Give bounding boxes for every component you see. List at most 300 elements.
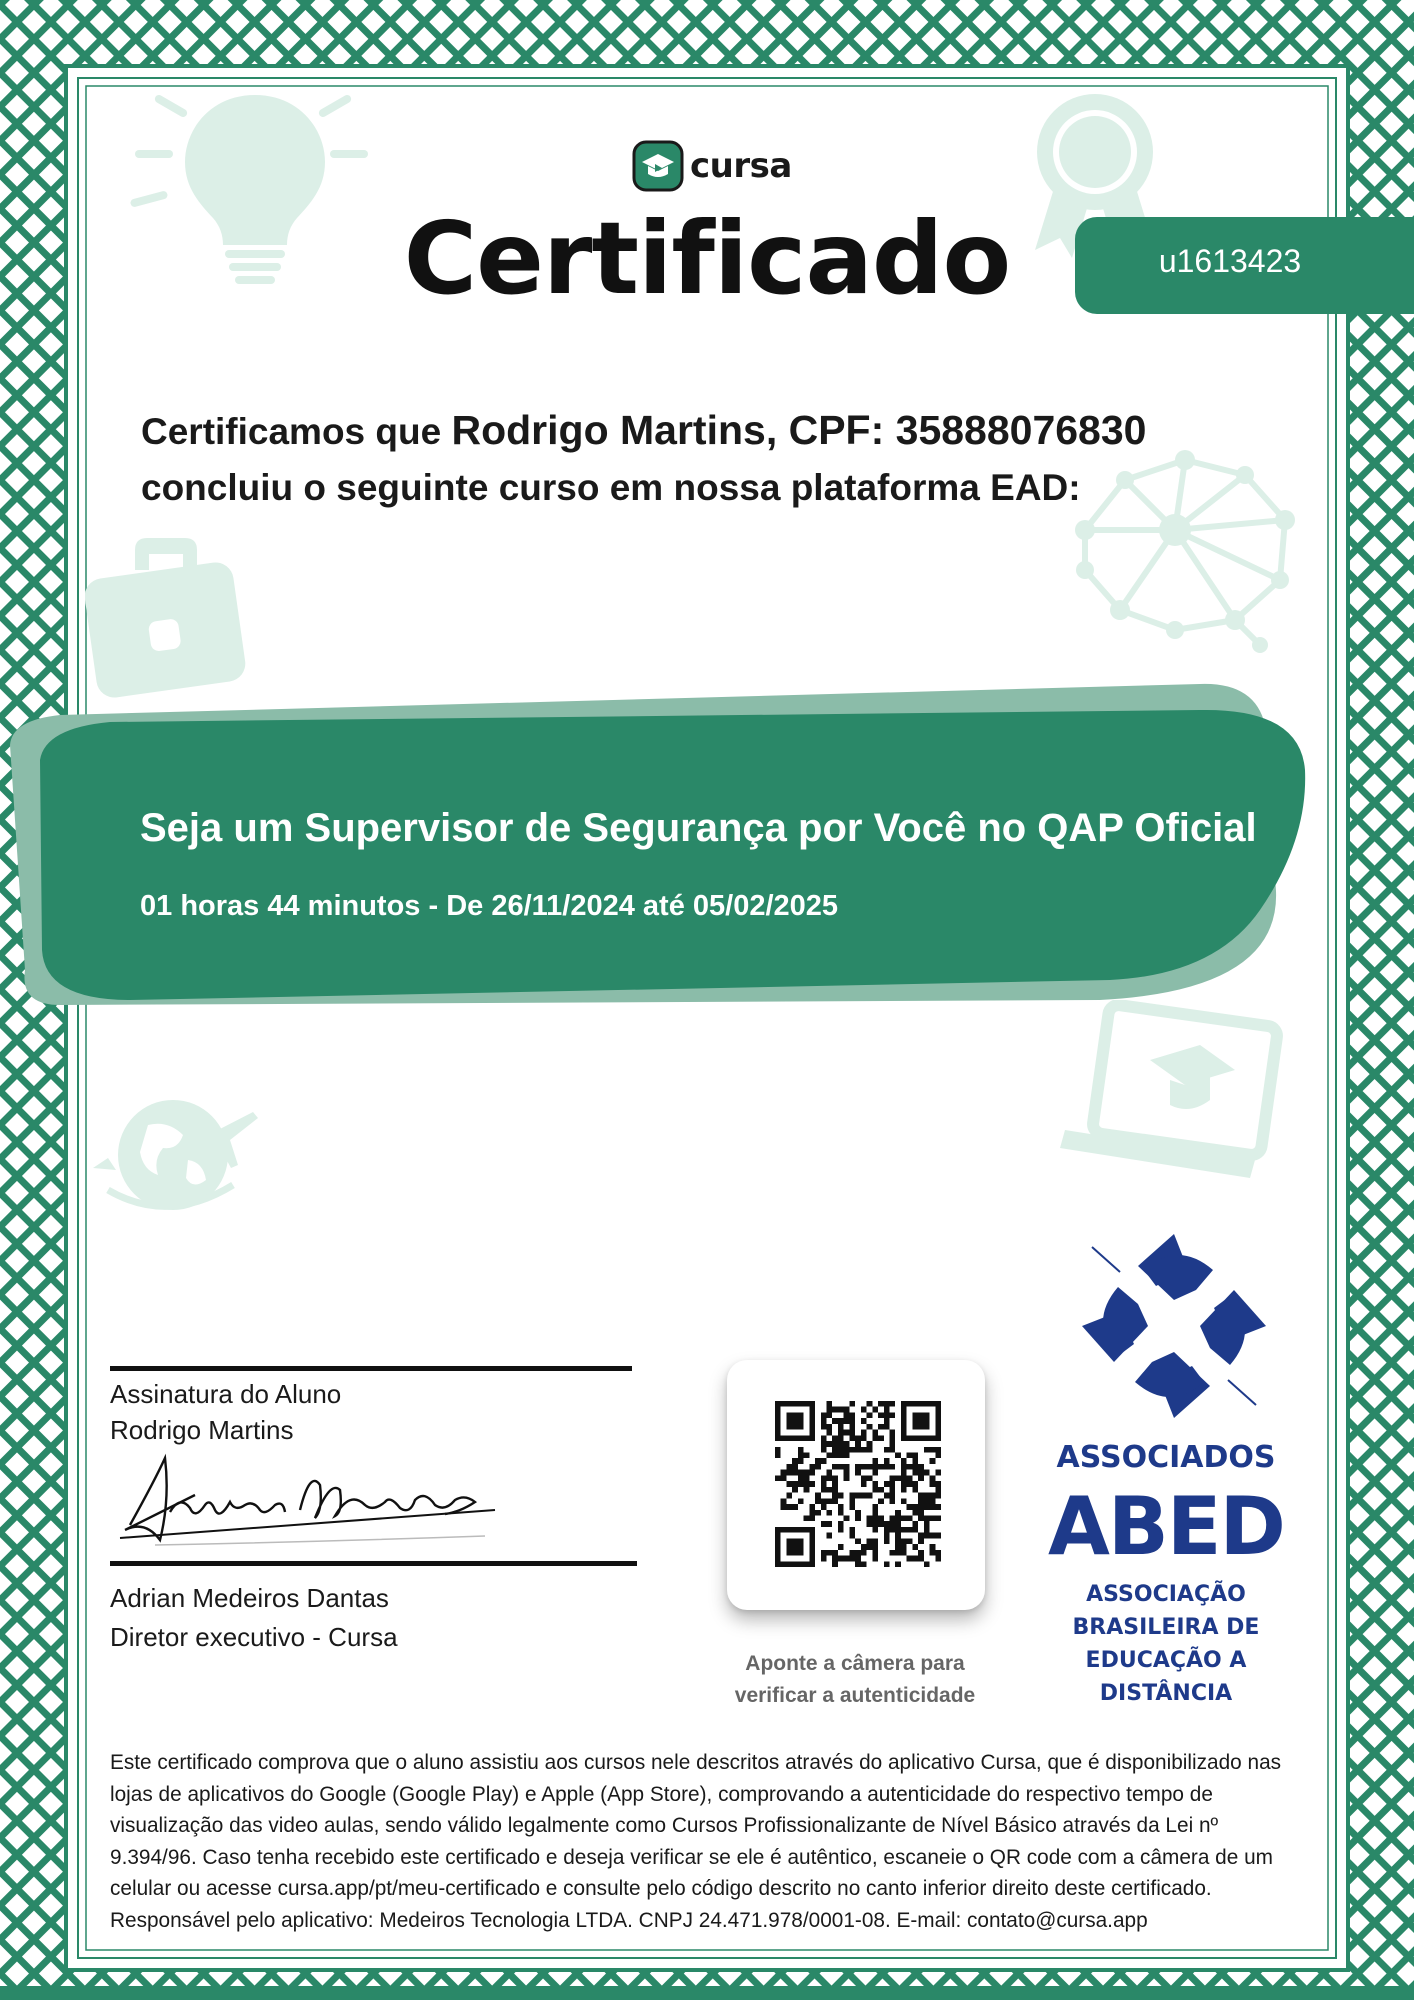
qr-module bbox=[786, 1470, 792, 1476]
qr-module bbox=[861, 1475, 867, 1481]
qr-module bbox=[844, 1556, 850, 1562]
qr-module bbox=[935, 1504, 941, 1510]
qr-module bbox=[924, 1521, 930, 1527]
legal-notice bbox=[110, 1747, 1305, 1936]
legal-text: Este certificado comprova que o aluno assistiu aos cursos nele descritos através do aplicativo Cursa, que é disponibilizado nas lojas de aplicativos do Google (Google Play) e Apple (App Store), comprovando a autenticidade do respectivo tempo de visualização das video aulas, sendo válido legalmente como Cursos Profissionalizante de Nível Básico através da Lei nº 9.394/96. Caso tenha recebido este certificado e deseja verificar se ele é autêntico, escaneie o QR code com a câmera de um celular ou acesse cursa.app/pt/meu-certificado e consulte pelo código descrito no canto inferior direito deste certificado. bbox=[110, 1751, 1282, 1900]
qr-module bbox=[827, 1475, 833, 1481]
qr-module bbox=[901, 1527, 907, 1533]
qr-module bbox=[935, 1487, 941, 1493]
qr-module bbox=[895, 1453, 901, 1459]
qr-module bbox=[827, 1550, 833, 1556]
qr-module bbox=[832, 1453, 838, 1459]
qr-module bbox=[809, 1515, 815, 1521]
qr-module bbox=[844, 1412, 850, 1418]
qr-module bbox=[827, 1430, 833, 1436]
qr-module bbox=[855, 1493, 861, 1499]
qr-module bbox=[907, 1464, 913, 1470]
qr-module bbox=[792, 1487, 798, 1493]
qr-module bbox=[821, 1447, 827, 1453]
qr-module bbox=[930, 1493, 936, 1499]
qr-module bbox=[809, 1538, 815, 1544]
qr-module bbox=[867, 1464, 873, 1470]
student-signature-label: Assinatura do Aluno bbox=[110, 1379, 342, 1409]
qr-module bbox=[838, 1424, 844, 1430]
qr-module bbox=[798, 1418, 804, 1424]
qr-module bbox=[861, 1550, 867, 1556]
qr-module bbox=[895, 1521, 901, 1527]
qr-module bbox=[809, 1418, 815, 1424]
qr-module bbox=[781, 1401, 787, 1407]
qr-module bbox=[867, 1544, 873, 1550]
qr-module bbox=[912, 1544, 918, 1550]
qr-module bbox=[838, 1556, 844, 1562]
qr-module bbox=[901, 1435, 907, 1441]
qr-module bbox=[889, 1435, 895, 1441]
qr-module bbox=[798, 1538, 804, 1544]
qr-module bbox=[861, 1447, 867, 1453]
qr-module bbox=[827, 1533, 833, 1539]
qr-module bbox=[804, 1475, 810, 1481]
qr-module bbox=[867, 1424, 873, 1430]
qr-module bbox=[912, 1418, 918, 1424]
qr-module bbox=[821, 1498, 827, 1504]
qr-module bbox=[815, 1458, 821, 1464]
qr-module bbox=[838, 1510, 844, 1516]
qr-module bbox=[889, 1515, 895, 1521]
qr-module bbox=[884, 1458, 890, 1464]
qr-module bbox=[838, 1430, 844, 1436]
qr-module bbox=[889, 1521, 895, 1527]
qr-module bbox=[918, 1401, 924, 1407]
qr-module bbox=[775, 1544, 781, 1550]
qr-module bbox=[884, 1527, 890, 1533]
qr-module bbox=[878, 1498, 884, 1504]
qr-module bbox=[895, 1510, 901, 1516]
qr-module bbox=[815, 1464, 821, 1470]
qr-module bbox=[918, 1493, 924, 1499]
qr-module bbox=[775, 1538, 781, 1544]
qr-module bbox=[878, 1435, 884, 1441]
qr-module bbox=[855, 1447, 861, 1453]
qr-module bbox=[872, 1430, 878, 1436]
qr-module bbox=[792, 1504, 798, 1510]
course-duration-dates: 01 horas 44 minutos - De 26/11/2024 até 05/02/2025 bbox=[140, 890, 839, 922]
qr-module bbox=[895, 1550, 901, 1556]
qr-module bbox=[855, 1538, 861, 1544]
qr-module bbox=[884, 1521, 890, 1527]
qr-module bbox=[901, 1481, 907, 1487]
qr-module bbox=[832, 1493, 838, 1499]
qr-module bbox=[924, 1418, 930, 1424]
qr-module bbox=[838, 1418, 844, 1424]
qr-module bbox=[918, 1470, 924, 1476]
qr-module bbox=[912, 1470, 918, 1476]
qr-module bbox=[804, 1561, 810, 1567]
qr-module bbox=[804, 1435, 810, 1441]
qr-module bbox=[867, 1401, 873, 1407]
qr-module bbox=[775, 1418, 781, 1424]
qr-module bbox=[832, 1464, 838, 1470]
qr-module bbox=[804, 1527, 810, 1533]
qr-module bbox=[872, 1538, 878, 1544]
qr-caption bbox=[700, 1648, 1010, 1712]
certification-statement bbox=[141, 402, 1241, 516]
qr-module bbox=[809, 1470, 815, 1476]
qr-module bbox=[912, 1487, 918, 1493]
qr-module bbox=[821, 1458, 827, 1464]
qr-module bbox=[918, 1464, 924, 1470]
qr-module bbox=[792, 1412, 798, 1418]
qr-module bbox=[907, 1538, 913, 1544]
qr-module bbox=[895, 1544, 901, 1550]
qr-module bbox=[907, 1475, 913, 1481]
qr-module bbox=[861, 1464, 867, 1470]
qr-module bbox=[809, 1504, 815, 1510]
qr-module bbox=[935, 1481, 941, 1487]
qr-module bbox=[849, 1550, 855, 1556]
qr-module bbox=[867, 1475, 873, 1481]
qr-module bbox=[901, 1538, 907, 1544]
qr-module bbox=[844, 1464, 850, 1470]
qr-module bbox=[792, 1544, 798, 1550]
qr-module bbox=[844, 1407, 850, 1413]
qr-module bbox=[844, 1475, 850, 1481]
qr-module bbox=[804, 1515, 810, 1521]
qr-module bbox=[912, 1401, 918, 1407]
qr-module bbox=[775, 1447, 781, 1453]
qr-module bbox=[901, 1464, 907, 1470]
qr-module bbox=[855, 1515, 861, 1521]
qr-module bbox=[804, 1487, 810, 1493]
qr-module bbox=[889, 1401, 895, 1407]
qr-module bbox=[918, 1475, 924, 1481]
qr-module bbox=[907, 1453, 913, 1459]
qr-module bbox=[930, 1544, 936, 1550]
qr-module bbox=[878, 1424, 884, 1430]
qr-module bbox=[872, 1458, 878, 1464]
qr-module bbox=[889, 1498, 895, 1504]
qr-module bbox=[792, 1458, 798, 1464]
qr-module bbox=[889, 1464, 895, 1470]
qr-module bbox=[924, 1412, 930, 1418]
qr-module bbox=[786, 1412, 792, 1418]
qr-module bbox=[781, 1475, 787, 1481]
qr-module bbox=[935, 1550, 941, 1556]
qr-module bbox=[844, 1515, 850, 1521]
qr-module bbox=[821, 1441, 827, 1447]
qr-module bbox=[827, 1470, 833, 1476]
qr-module bbox=[924, 1435, 930, 1441]
qr-module bbox=[804, 1470, 810, 1476]
qr-module bbox=[855, 1561, 861, 1567]
qr-module bbox=[827, 1401, 833, 1407]
qr-module bbox=[884, 1424, 890, 1430]
qr-module bbox=[849, 1412, 855, 1418]
qr-module bbox=[912, 1412, 918, 1418]
qr-module bbox=[901, 1550, 907, 1556]
qr-module bbox=[775, 1424, 781, 1430]
qr-module bbox=[930, 1533, 936, 1539]
qr-module bbox=[798, 1401, 804, 1407]
qr-module bbox=[912, 1464, 918, 1470]
qr-module bbox=[889, 1493, 895, 1499]
qr-module bbox=[935, 1556, 941, 1562]
qr-module bbox=[901, 1407, 907, 1413]
qr-module bbox=[775, 1533, 781, 1539]
qr-module bbox=[855, 1556, 861, 1562]
qr-module bbox=[912, 1458, 918, 1464]
qr-module bbox=[838, 1453, 844, 1459]
qr-module bbox=[809, 1550, 815, 1556]
qr-module bbox=[884, 1447, 890, 1453]
qr-module bbox=[798, 1475, 804, 1481]
qr-module bbox=[918, 1418, 924, 1424]
qr-module bbox=[798, 1544, 804, 1550]
qr-module bbox=[786, 1401, 792, 1407]
qr-module bbox=[889, 1412, 895, 1418]
qr-module bbox=[872, 1544, 878, 1550]
qr-module bbox=[827, 1412, 833, 1418]
qr-module bbox=[867, 1521, 873, 1527]
qr-module bbox=[849, 1447, 855, 1453]
qr-module bbox=[786, 1527, 792, 1533]
qr-module bbox=[844, 1418, 850, 1424]
qr-module bbox=[849, 1418, 855, 1424]
qr-module bbox=[798, 1447, 804, 1453]
qr-module bbox=[878, 1412, 884, 1418]
qr-module bbox=[872, 1550, 878, 1556]
qr-module bbox=[792, 1527, 798, 1533]
cpf-number: 35888076830 bbox=[895, 407, 1147, 453]
qr-module bbox=[935, 1401, 941, 1407]
qr-module bbox=[924, 1470, 930, 1476]
qr-module bbox=[924, 1424, 930, 1430]
qr-module bbox=[872, 1556, 878, 1562]
qr-module bbox=[809, 1556, 815, 1562]
qr-module bbox=[775, 1556, 781, 1562]
qr-module bbox=[930, 1458, 936, 1464]
qr-module bbox=[895, 1527, 901, 1533]
qr-module bbox=[821, 1418, 827, 1424]
qr-module bbox=[861, 1407, 867, 1413]
qr-module bbox=[821, 1521, 827, 1527]
qr-module bbox=[935, 1407, 941, 1413]
qr-module bbox=[786, 1493, 792, 1499]
qr-module bbox=[861, 1561, 867, 1567]
qr-module bbox=[889, 1430, 895, 1436]
qr-module bbox=[930, 1498, 936, 1504]
qr-module bbox=[918, 1538, 924, 1544]
qr-module bbox=[804, 1481, 810, 1487]
qr-module bbox=[895, 1475, 901, 1481]
qr-module bbox=[872, 1464, 878, 1470]
qr-module bbox=[901, 1544, 907, 1550]
qr-module bbox=[924, 1447, 930, 1453]
qr-module bbox=[798, 1481, 804, 1487]
qr-module bbox=[884, 1412, 890, 1418]
brand-name: cursa bbox=[690, 146, 792, 186]
qr-module bbox=[809, 1544, 815, 1550]
director-name: Adrian Medeiros Dantas bbox=[110, 1583, 389, 1613]
qr-module bbox=[832, 1561, 838, 1567]
qr-module bbox=[907, 1504, 913, 1510]
qr-module bbox=[912, 1481, 918, 1487]
qr-module bbox=[884, 1418, 890, 1424]
qr-module bbox=[884, 1538, 890, 1544]
qr-module bbox=[827, 1510, 833, 1516]
qr-module bbox=[815, 1510, 821, 1516]
qr-module bbox=[792, 1481, 798, 1487]
qr-module bbox=[821, 1435, 827, 1441]
qr-module bbox=[907, 1481, 913, 1487]
globe-plane-icon bbox=[88, 1090, 263, 1220]
qr-module bbox=[918, 1412, 924, 1418]
qr-module bbox=[855, 1464, 861, 1470]
qr-module bbox=[827, 1487, 833, 1493]
qr-module bbox=[838, 1447, 844, 1453]
qr-module bbox=[809, 1561, 815, 1567]
qr-module bbox=[884, 1407, 890, 1413]
qr-module bbox=[798, 1561, 804, 1567]
qr-module bbox=[809, 1527, 815, 1533]
qr-module bbox=[918, 1424, 924, 1430]
qr-module bbox=[798, 1458, 804, 1464]
qr-module bbox=[895, 1538, 901, 1544]
certificate-code: u1613423 bbox=[1158, 243, 1302, 279]
qr-module bbox=[809, 1435, 815, 1441]
qr-module bbox=[935, 1515, 941, 1521]
qr-module bbox=[792, 1435, 798, 1441]
qr-caption-line1: Aponte a câmera para bbox=[745, 1652, 965, 1675]
qr-code-card[interactable] bbox=[727, 1360, 985, 1610]
qr-module bbox=[849, 1435, 855, 1441]
qr-module bbox=[775, 1412, 781, 1418]
qr-module bbox=[878, 1401, 884, 1407]
qr-module bbox=[849, 1527, 855, 1533]
qr-module bbox=[849, 1533, 855, 1539]
qr-module bbox=[838, 1441, 844, 1447]
qr-module bbox=[861, 1481, 867, 1487]
qr-module bbox=[895, 1515, 901, 1521]
qr-code[interactable] bbox=[775, 1401, 941, 1567]
qr-module bbox=[861, 1493, 867, 1499]
qr-module bbox=[838, 1504, 844, 1510]
qr-module bbox=[815, 1498, 821, 1504]
student-name: Rodrigo Martins bbox=[451, 407, 766, 453]
qr-module bbox=[924, 1533, 930, 1539]
qr-module bbox=[804, 1453, 810, 1459]
qr-caption-line2: verificar a autenticidade bbox=[734, 1684, 976, 1707]
qr-module bbox=[872, 1435, 878, 1441]
qr-module bbox=[827, 1424, 833, 1430]
qr-module bbox=[867, 1515, 873, 1521]
qr-module bbox=[872, 1515, 878, 1521]
statement-line2: concluiu o seguinte curso em nossa plataforma EAD: bbox=[141, 467, 1081, 508]
qr-module bbox=[861, 1418, 867, 1424]
qr-module bbox=[867, 1412, 873, 1418]
qr-module bbox=[844, 1447, 850, 1453]
qr-module bbox=[901, 1475, 907, 1481]
qr-module bbox=[827, 1407, 833, 1413]
qr-module bbox=[786, 1435, 792, 1441]
qr-module bbox=[895, 1561, 901, 1567]
qr-module bbox=[798, 1470, 804, 1476]
qr-module bbox=[792, 1464, 798, 1470]
qr-module bbox=[895, 1533, 901, 1539]
qr-module bbox=[781, 1504, 787, 1510]
qr-module bbox=[918, 1550, 924, 1556]
qr-module bbox=[809, 1412, 815, 1418]
qr-module bbox=[781, 1498, 787, 1504]
qr-module bbox=[912, 1521, 918, 1527]
qr-module bbox=[849, 1556, 855, 1562]
abed-full-name bbox=[1030, 1578, 1302, 1710]
qr-module bbox=[935, 1493, 941, 1499]
qr-module bbox=[901, 1515, 907, 1521]
statement-lead: Certificamos que bbox=[141, 411, 452, 452]
qr-module bbox=[798, 1498, 804, 1504]
qr-module bbox=[884, 1401, 890, 1407]
qr-module bbox=[861, 1435, 867, 1441]
qr-module bbox=[855, 1510, 861, 1516]
qr-module bbox=[912, 1504, 918, 1510]
qr-module bbox=[849, 1401, 855, 1407]
qr-module bbox=[930, 1515, 936, 1521]
qr-module bbox=[821, 1424, 827, 1430]
qr-module bbox=[855, 1435, 861, 1441]
qr-module bbox=[935, 1418, 941, 1424]
qr-module bbox=[838, 1521, 844, 1527]
qr-module bbox=[792, 1424, 798, 1430]
qr-module bbox=[878, 1487, 884, 1493]
qr-module bbox=[889, 1447, 895, 1453]
qr-module bbox=[792, 1538, 798, 1544]
qr-module bbox=[889, 1475, 895, 1481]
qr-module bbox=[798, 1435, 804, 1441]
qr-module bbox=[838, 1407, 844, 1413]
qr-module bbox=[924, 1561, 930, 1567]
qr-module bbox=[821, 1504, 827, 1510]
qr-module bbox=[838, 1544, 844, 1550]
qr-module bbox=[918, 1498, 924, 1504]
qr-module bbox=[832, 1418, 838, 1424]
qr-module bbox=[809, 1407, 815, 1413]
qr-module bbox=[901, 1470, 907, 1476]
qr-module bbox=[821, 1487, 827, 1493]
qr-module bbox=[930, 1504, 936, 1510]
qr-module bbox=[775, 1430, 781, 1436]
qr-module bbox=[849, 1504, 855, 1510]
student-signature-line bbox=[110, 1366, 632, 1371]
qr-module bbox=[786, 1481, 792, 1487]
qr-module bbox=[907, 1435, 913, 1441]
qr-module bbox=[872, 1510, 878, 1516]
qr-module bbox=[821, 1550, 827, 1556]
qr-module bbox=[872, 1470, 878, 1476]
qr-module bbox=[844, 1470, 850, 1476]
qr-module bbox=[855, 1470, 861, 1476]
qr-module bbox=[786, 1418, 792, 1424]
qr-module bbox=[832, 1441, 838, 1447]
director-signature bbox=[115, 1450, 505, 1555]
abed-line1: ASSOCIAÇÃO bbox=[1086, 1582, 1246, 1607]
cpf-label: , CPF: bbox=[765, 407, 896, 453]
qr-module bbox=[935, 1533, 941, 1539]
qr-module bbox=[872, 1504, 878, 1510]
qr-module bbox=[832, 1481, 838, 1487]
qr-module bbox=[809, 1510, 815, 1516]
qr-module bbox=[781, 1527, 787, 1533]
